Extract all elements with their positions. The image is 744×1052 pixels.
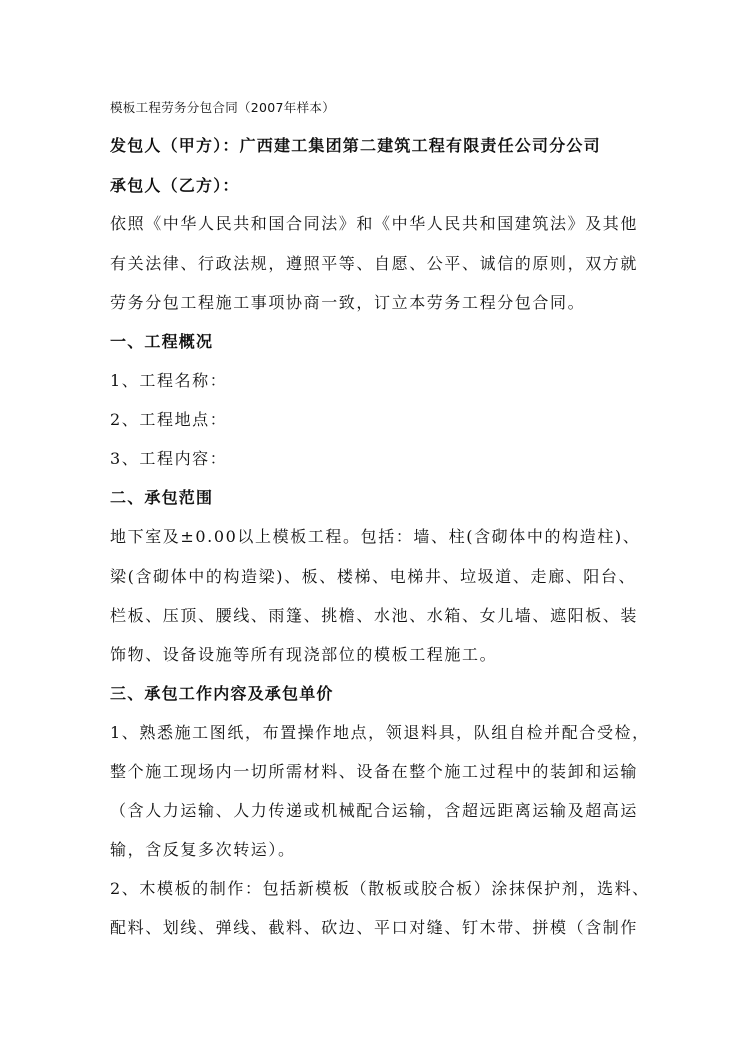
section-heading-overview: 一、工程概况 (110, 332, 214, 351)
party-a-line: 发包人（甲方）：广西建工集团第二建筑工程有限责任公司分公司 (110, 136, 601, 155)
section-heading-scope: 二、承包范围 (110, 488, 214, 507)
scope-line: 地下室及±0.00以上模板工程。包括：墙、柱(含砌体中的构造柱)、 (110, 527, 641, 546)
overview-item: 3、工程内容： (110, 449, 228, 468)
work-item-2-line: 2、木模板的制作：包括新模板（散板或胶合板）涂抹保护剂，选料、 (110, 879, 650, 898)
work-item-1-line: 输，含反复多次转运）。 (110, 840, 296, 859)
work-item-1-line: 1、熟悉施工图纸，布置操作地点，领退料具，队组自检并配合受检， (110, 723, 650, 742)
document-title: 模板工程劳务分包合同（2007年样本） (110, 100, 336, 115)
intro-line: 依照《中华人民共和国合同法》和《中华人民共和国建筑法》及其他 (110, 214, 639, 233)
work-item-2-line: 配料、划线、弹线、截料、砍边、平口对缝、钉木带、拼模（含制作 (110, 918, 639, 937)
party-b-line: 承包人（乙方）： (110, 176, 240, 195)
work-item-1-line: （含人力运输、人力传递或机械配合运输，含超远距离运输及超高运 (110, 801, 639, 820)
overview-item: 2、工程地点： (110, 410, 228, 429)
section-heading-work: 三、承包工作内容及承包单价 (110, 684, 334, 703)
intro-line: 有关法律、行政法规，遵照平等、自愿、公平、诚信的原则，双方就 (110, 254, 639, 273)
intro-line: 劳务分包工程施工事项协商一致，订立本劳务工程分包合同。 (110, 293, 586, 312)
scope-line: 梁(含砌体中的构造梁)、板、楼梯、电梯井、垃圾道、走廊、阳台、 (110, 567, 637, 586)
overview-item: 1、工程名称： (110, 371, 228, 390)
scope-line: 栏板、压顶、腰线、雨篷、挑檐、水池、水箱、女儿墙、遮阳板、装 (110, 606, 639, 625)
scope-line: 饰物、设备设施等所有现浇部位的模板工程施工。 (110, 645, 498, 664)
work-item-1-line: 整个施工现场内一切所需材料、设备在整个施工过程中的装卸和运输 (110, 762, 639, 781)
